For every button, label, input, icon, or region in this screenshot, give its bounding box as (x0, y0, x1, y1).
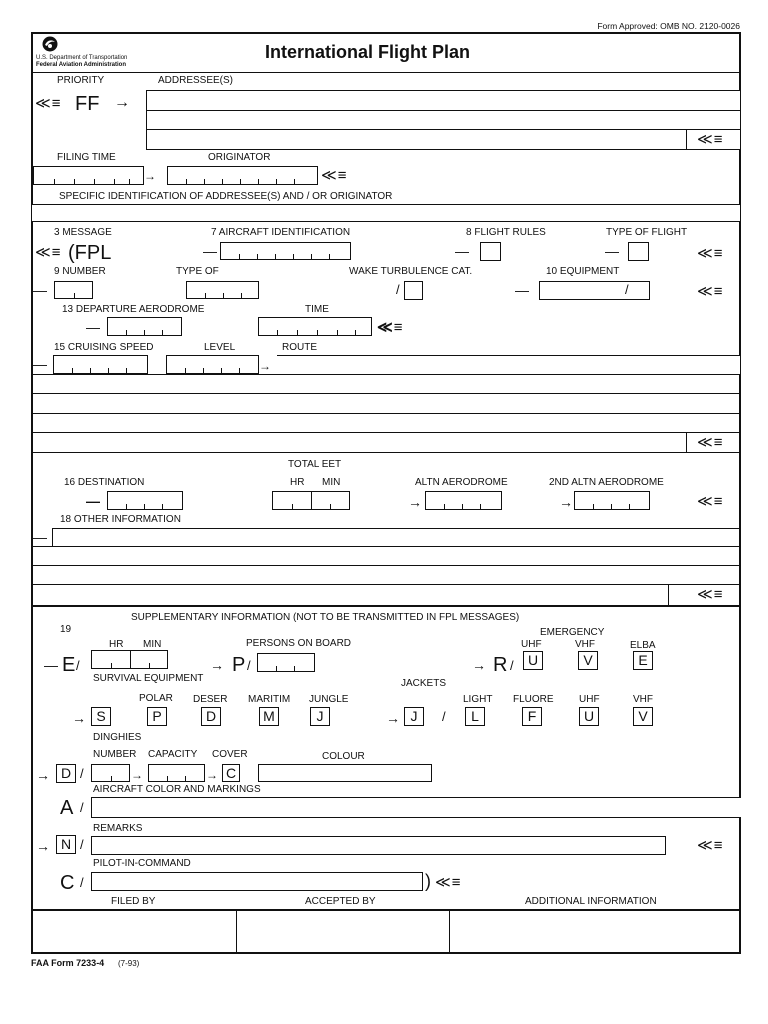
additional-info-label: ADDITIONAL INFORMATION (525, 896, 657, 907)
level-field[interactable] (166, 355, 259, 374)
altn2-aerodrome-field[interactable] (574, 491, 650, 510)
specific-id-field[interactable] (32, 204, 740, 222)
dinghy-cover-label: COVER (212, 749, 248, 760)
other-info-line (52, 528, 740, 529)
end-of-message-icon: ≪≡ (435, 874, 462, 891)
aircraft-id-label: 7 AIRCRAFT IDENTIFICATION (211, 227, 351, 238)
end-of-line-icon: ≪≡ (321, 167, 348, 184)
dinghy-capacity-label: CAPACITY (148, 749, 198, 760)
dash-icon: — (44, 657, 58, 673)
total-eet-field[interactable] (272, 491, 350, 510)
wake-label: WAKE TURBULENCE CAT. (349, 266, 473, 277)
dinghies-label: DINGHIES (93, 732, 142, 743)
dinghy-colour-label: COLOUR (322, 751, 365, 762)
equipment-label: 10 EQUIPMENT (546, 266, 620, 277)
end-of-line-icon: ≪≡ (697, 837, 724, 854)
accepted-by-label: ACCEPTED BY (305, 896, 376, 907)
maritime-box[interactable]: M (259, 707, 279, 726)
arrow-icon: → (36, 767, 50, 783)
header-divider (32, 72, 740, 73)
jungle-label: JUNGLE (309, 694, 349, 705)
message-label: 3 MESSAGE (54, 227, 112, 238)
departure-time-field[interactable] (258, 317, 372, 336)
slash: / (396, 282, 400, 297)
survival-equipment-label: SURVIVAL EQUIPMENT (93, 673, 204, 684)
aircraft-color-label: AIRCRAFT COLOR AND MARKINGS (93, 784, 261, 795)
slash: / (510, 658, 514, 673)
aircraft-color-field[interactable] (91, 797, 741, 818)
addressees-label: ADDRESSEE(S) (158, 75, 234, 86)
desert-box[interactable]: D (201, 707, 221, 726)
dash-icon: — (86, 493, 100, 509)
arrow-icon: → (559, 494, 573, 510)
uhf2-label: UHF (579, 694, 600, 705)
desert-label: DESER (193, 694, 228, 705)
elba-box[interactable]: E (633, 651, 653, 670)
uhf-box[interactable]: U (523, 651, 543, 670)
vhf-jacket-box[interactable]: V (633, 707, 653, 726)
omb-approval: Form Approved: OMB NO. 2120-0026 (597, 21, 740, 31)
arrow-icon: → (72, 710, 86, 726)
cruising-speed-field[interactable] (53, 355, 148, 374)
end-of-line-icon: ≪≡ (35, 244, 62, 261)
addressees-line (146, 129, 740, 130)
arrow-icon: → (408, 494, 422, 510)
arrow-icon: → (206, 768, 218, 782)
slash: / (80, 875, 84, 890)
equipment-field[interactable] (539, 281, 650, 300)
destination-field[interactable] (107, 491, 183, 510)
form-title: International Flight Plan (265, 42, 471, 62)
departure-aerodrome-field[interactable] (107, 317, 182, 336)
altn-label: ALTN AERODROME (415, 477, 508, 488)
aircraft-id-field[interactable] (220, 242, 351, 260)
eet-hr-label: HR (290, 477, 305, 488)
altn2-label: 2ND ALTN AERODROME (549, 477, 664, 488)
light-box[interactable]: L (465, 707, 485, 726)
end-of-line-icon: ≪≡ (697, 493, 724, 510)
vhf-box[interactable]: V (578, 651, 598, 670)
other-info-divider (52, 528, 53, 546)
total-eet-label: TOTAL EET (288, 459, 342, 470)
fluore-box[interactable]: F (522, 707, 542, 726)
polar-box[interactable]: P (147, 707, 167, 726)
pilot-in-command-label: PILOT-IN-COMMAND (93, 858, 191, 869)
polar-box-s[interactable]: S (91, 707, 111, 726)
originator-label: ORIGINATOR (208, 152, 271, 163)
dash-icon: — (33, 529, 47, 545)
maritime-label: MARITIM (248, 694, 291, 705)
vhf-label: VHF (575, 639, 595, 650)
fpl-label: (FPL (68, 242, 112, 264)
persons-prefix: P (232, 654, 246, 676)
dash-icon: — (86, 319, 100, 335)
radio-prefix: R (493, 654, 508, 676)
dash-icon: — (203, 243, 217, 259)
accepted-by-field[interactable] (237, 911, 448, 952)
wake-turbulence-field[interactable] (404, 281, 423, 300)
route-label: ROUTE (282, 342, 317, 353)
end-of-line-icon: ≪≡ (697, 434, 724, 451)
aircraft-type-field[interactable] (186, 281, 259, 299)
persons-on-board-label: PERSONS ON BOARD (246, 638, 352, 649)
slash: / (76, 658, 80, 673)
slash: / (80, 837, 84, 852)
route-line (32, 374, 740, 375)
type-of-label: TYPE OF (176, 266, 219, 277)
arrow-icon: → (114, 94, 130, 111)
form-number: FAA Form 7233-4 (31, 958, 105, 968)
cruising-speed-label: 15 CRUISING SPEED (54, 342, 154, 353)
end-of-line-icon: ≪≡ (697, 245, 724, 262)
slash: / (625, 282, 629, 297)
close-paren: ) (425, 871, 431, 891)
remarks-field[interactable] (91, 836, 666, 855)
polar-label: POLAR (139, 693, 173, 704)
persons-on-board-field[interactable] (257, 653, 315, 672)
dot-logo-icon (42, 36, 58, 52)
end-of-line-icon: ≪≡ (697, 586, 724, 603)
agency-name: Federal Aviation Administration (36, 62, 127, 68)
addressees-field[interactable] (146, 90, 741, 150)
route-line (32, 413, 740, 414)
dash-icon: — (33, 282, 47, 298)
uhf-label: UHF (521, 639, 542, 650)
departure-label: 13 DEPARTURE AERODROME (62, 304, 205, 315)
destination-label: 16 DESTINATION (64, 477, 145, 488)
specific-id-label: SPECIFIC IDENTIFICATION OF ADDRESSEE(S) AND / OR ORIGINATOR (59, 191, 393, 202)
light-label: LIGHT (463, 694, 493, 705)
addressees-line (146, 110, 740, 111)
filed-by-label: FILED BY (111, 896, 156, 907)
dinghy-colour-field[interactable] (258, 764, 432, 782)
dinghy-number-field[interactable] (91, 764, 130, 782)
originator-field[interactable] (167, 166, 318, 185)
other-info-line (32, 584, 740, 585)
dash-icon: — (455, 243, 469, 259)
vhf2-label: VHF (633, 694, 653, 705)
slash: / (247, 658, 251, 673)
route-line (32, 452, 740, 453)
cover-box[interactable]: C (222, 764, 240, 782)
other-info-label: 18 OTHER INFORMATION (60, 514, 181, 525)
time-label: TIME (305, 304, 329, 315)
dinghy-number-label: NUMBER (93, 749, 137, 760)
filed-by-field[interactable] (33, 911, 235, 952)
arrow-icon: → (144, 169, 156, 183)
route-line (32, 393, 740, 394)
fluore-label: FLUORE (513, 694, 554, 705)
remarks-label: REMARKS (93, 823, 143, 834)
elba-label: ELBA (630, 640, 656, 651)
uhf-jacket-box[interactable]: U (579, 707, 599, 726)
endurance-hr-label: HR (109, 639, 124, 650)
supplementary-divider (32, 605, 740, 607)
type-of-flight-field[interactable] (628, 242, 649, 261)
filing-time-field[interactable] (33, 166, 144, 185)
start-of-message-icon: ≪≡ (35, 95, 62, 112)
other-info-end-divider (668, 584, 669, 605)
pilot-prefix: C (60, 872, 75, 894)
section-19-number: 19 (60, 624, 72, 635)
dept-name: U.S. Department of Transportation (36, 55, 128, 61)
endurance-min-label: MIN (143, 639, 162, 650)
remarks-box[interactable]: N (56, 835, 76, 854)
arrow-icon: → (36, 838, 50, 854)
other-info-line (32, 565, 740, 566)
arrow-icon: → (210, 657, 224, 673)
jackets-box[interactable]: J (404, 707, 424, 726)
altn-aerodrome-field[interactable] (425, 491, 502, 510)
eet-min-label: MIN (322, 477, 341, 488)
slash: / (80, 766, 84, 781)
dinghy-capacity-field[interactable] (148, 764, 205, 782)
end-of-line-icon: ≪≡ (697, 131, 724, 148)
endurance-prefix: E (62, 654, 76, 676)
number-label: 9 NUMBER (54, 266, 106, 277)
level-label: LEVEL (204, 342, 236, 353)
route-field[interactable] (277, 355, 741, 374)
supplementary-heading: SUPPLEMENTARY INFORMATION (NOT TO BE TRANSMITTED IN FPL MESSAGES) (131, 612, 520, 623)
pilot-in-command-field[interactable] (91, 872, 423, 891)
slash: / (442, 709, 446, 724)
jackets-label: JACKETS (401, 678, 447, 689)
ff-prefix: FF (75, 93, 100, 115)
end-of-line-icon: ≪≡ (377, 319, 404, 336)
dash-icon: — (33, 356, 47, 372)
emergency-label: EMERGENCY (540, 627, 605, 638)
number-field[interactable] (54, 281, 93, 299)
dash-icon: — (605, 243, 619, 259)
slash: / (80, 800, 84, 815)
arrow-icon: → (259, 359, 271, 373)
flight-rules-field[interactable] (480, 242, 501, 261)
filing-time-label: FILING TIME (57, 152, 116, 163)
addressees-end-divider (686, 129, 687, 150)
arrow-icon: → (131, 768, 143, 782)
jungle-box[interactable]: J (310, 707, 330, 726)
route-line (32, 432, 740, 433)
end-of-line-icon: ≪≡ (697, 283, 724, 300)
route-end-divider (686, 432, 687, 452)
aircraft-color-prefix: A (60, 797, 74, 819)
form-revision: (7-93) (118, 959, 140, 968)
additional-info-field[interactable] (450, 911, 739, 952)
arrow-icon: → (472, 657, 486, 673)
other-info-line (32, 546, 740, 547)
arrow-icon: → (386, 710, 400, 726)
flight-rules-label: 8 FLIGHT RULES (466, 227, 546, 238)
priority-label: PRIORITY (57, 75, 105, 86)
dash-icon: — (515, 282, 529, 298)
type-of-flight-label: TYPE OF FLIGHT (606, 227, 688, 238)
dinghies-box[interactable]: D (56, 764, 76, 783)
endurance-field[interactable] (91, 650, 168, 669)
